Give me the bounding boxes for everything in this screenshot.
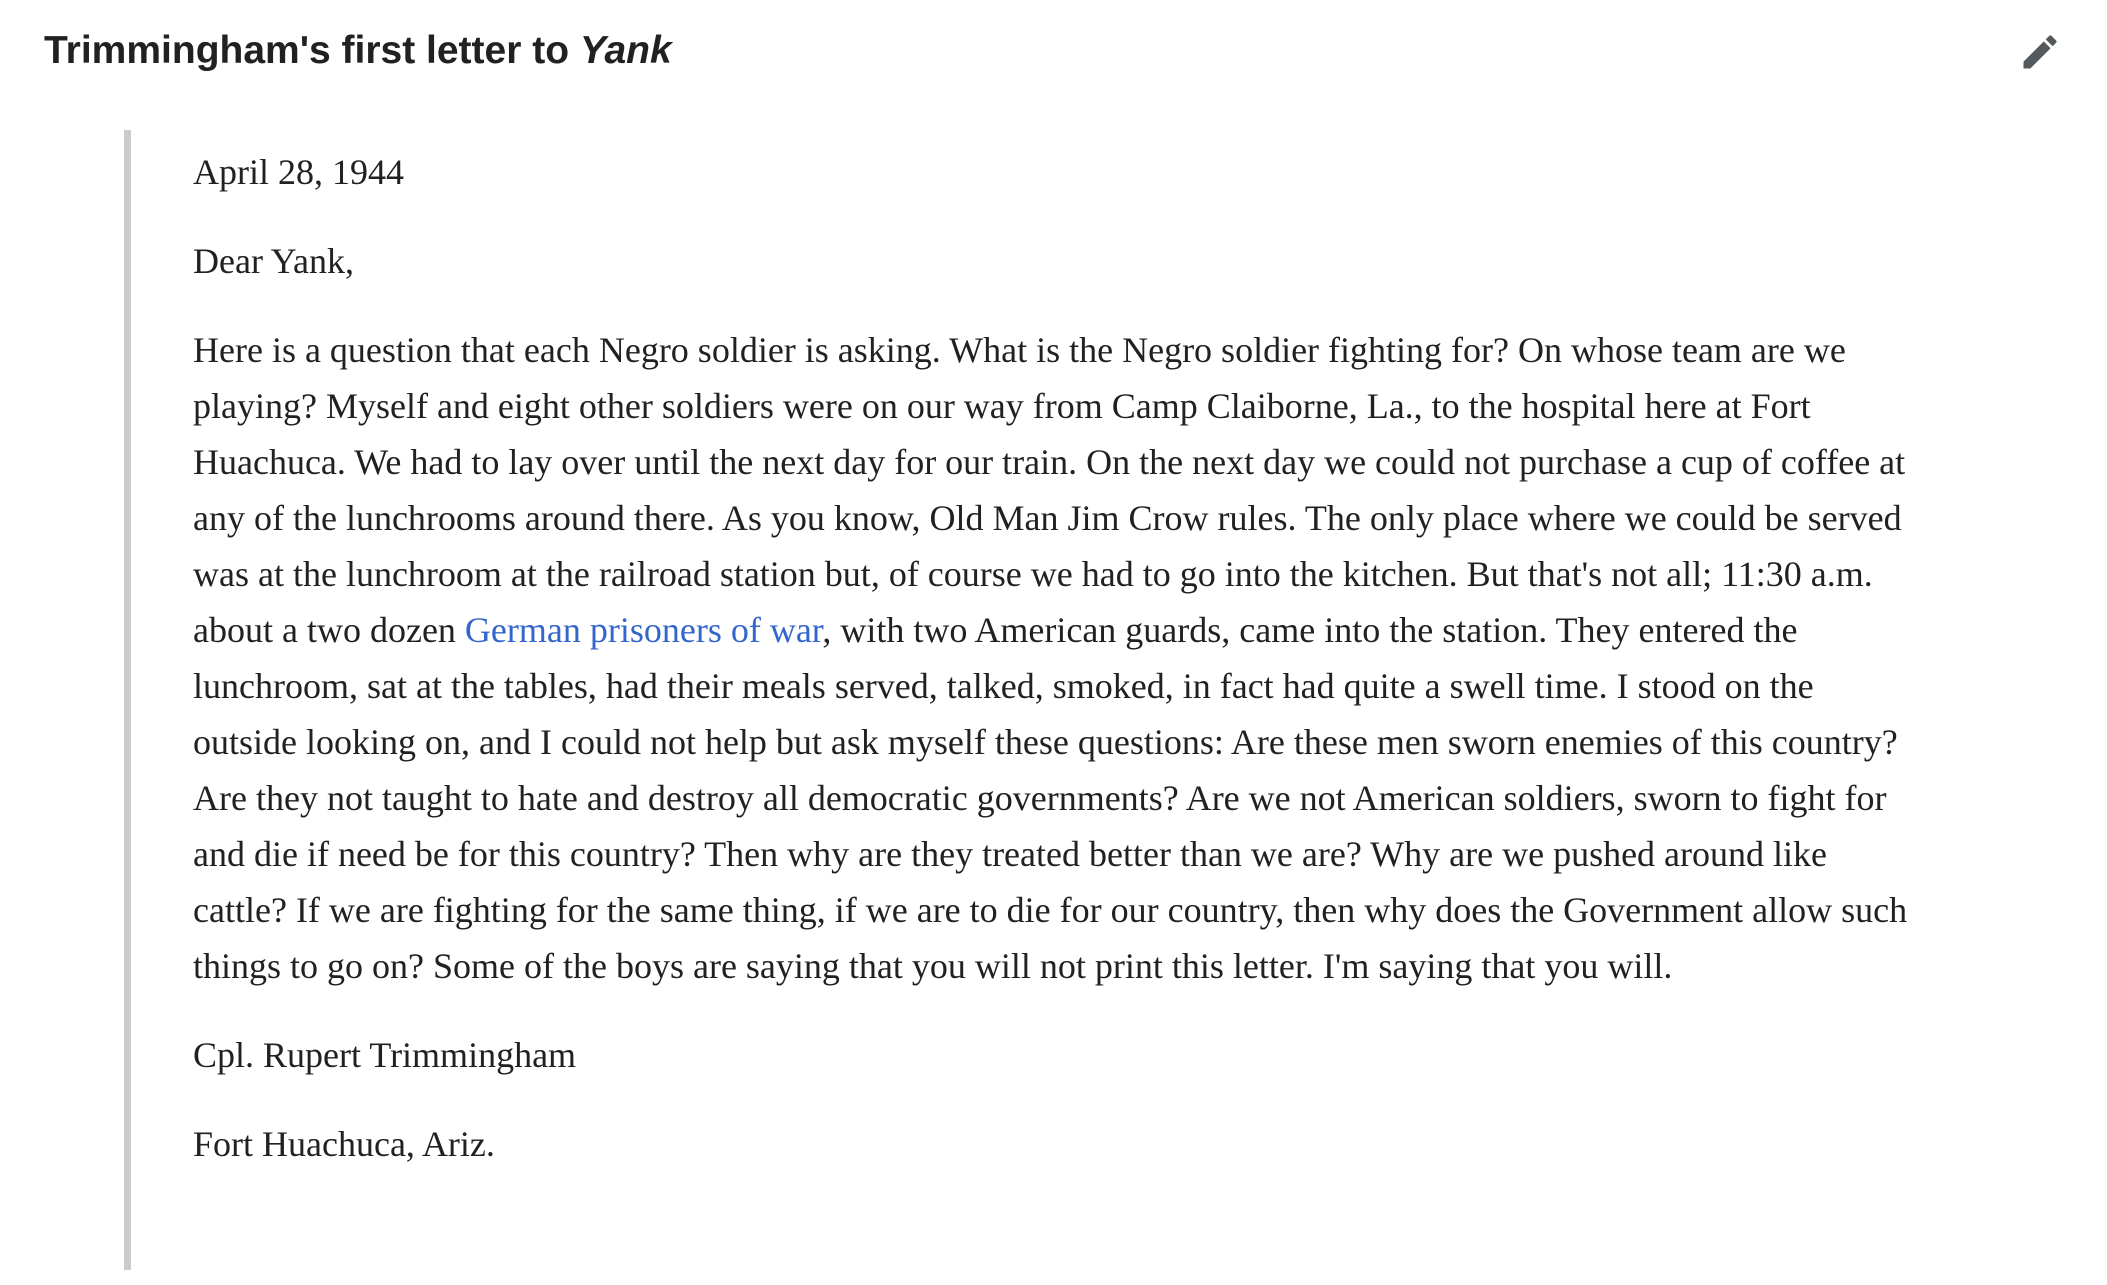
section-title-text: Trimmingham's first letter to	[44, 29, 580, 72]
german-pow-link[interactable]: German prisoners of war	[464, 610, 823, 650]
letter-text-part2: , with two American guards, came into the station. They entered the lunchroom, sat at the tables, had their meals served, talked, smoked, in fact had quite a swell time. I stood on the outside looking on, and I could not help but ask myself these questions: Are these men sworn enemies of this country? Are they not taught to hate and destroy all democratic governments? Are we not American soldiers, sworn to fight for and die if need be for this country? Then why are they treated better than we are? Why are we pushed around like cattle? If we are fighting for the same thing, if we are to die for our country, then why does the Government allow such things to go on? Some of the boys are saying that you will not print this letter. I'm saying that you will.	[193, 610, 1908, 986]
letter-location: Fort Huachuca, Ariz.	[193, 1124, 495, 1164]
letter-blockquote	[124, 130, 1924, 1270]
letter-text-part1: Here is a question that each Negro soldier is asking. What is the Negro soldier fighting for? On whose team are we playing? Myself and eight other soldiers were on our way from Camp Claiborne, La., to the hospital here at Fort Huachuca. We had to lay over until the next day for our train. On the next day we could not purchase a cup of coffee at any of the lunchrooms around there. As you know, Old Man Jim Crow rules. The only place where we could be served was at the lunchroom at the railroad station but, of course we had to go into the kitchen. But that's not all; 11:30 a.m. about a two dozen	[193, 330, 1906, 650]
section-header	[44, 22, 2064, 82]
section-title	[44, 26, 672, 76]
pencil-icon	[2018, 30, 2062, 74]
section-title-italic: Yank	[579, 29, 672, 72]
edit-section-button[interactable]	[2016, 28, 2064, 76]
letter-signature: Cpl. Rupert Trimmingham	[193, 1035, 577, 1075]
letter-date: April 28, 1944	[193, 152, 404, 192]
letter-paragraph	[193, 322, 1923, 994]
letter-body	[193, 144, 1923, 1205]
letter-salutation: Dear Yank,	[193, 241, 354, 281]
